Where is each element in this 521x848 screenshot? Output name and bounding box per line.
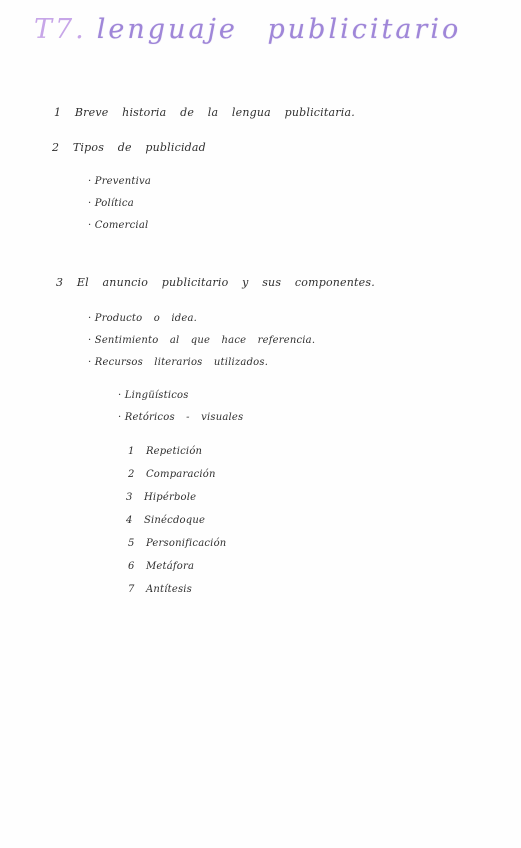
figure-1: 1 Repetición	[128, 446, 203, 457]
component-product: · Producto o idea.	[88, 313, 197, 324]
outline-item-3: 3 El anuncio publicitario y sus componentes.	[56, 276, 375, 289]
type-preventive: · Preventiva	[88, 176, 151, 187]
type-commercial: · Comercial	[88, 220, 148, 231]
component-feeling: · Sentimiento al que hace referencia.	[88, 335, 315, 346]
type-political: · Política	[88, 198, 134, 209]
outline-item-1: 1 Breve historia de la lengua publicitaria.	[54, 106, 355, 119]
resource-linguistic: · Lingüísticos	[118, 390, 189, 401]
figure-5: 5 Personificación	[128, 538, 227, 549]
figure-6: 6 Metáfora	[128, 561, 195, 572]
page-title	[34, 14, 461, 45]
outline-item-2: 2 Tipos de publicidad	[52, 141, 206, 154]
resource-rhetorical-visual: · Retóricos - visuales	[118, 412, 243, 423]
topic-number: T7.	[34, 14, 87, 45]
component-resources: · Recursos literarios utilizados.	[88, 357, 268, 368]
figure-3: 3 Hipérbole	[126, 492, 197, 503]
topic-name: lenguaje publicitario	[96, 14, 462, 45]
figure-2: 2 Comparación	[128, 469, 216, 480]
figure-4: 4 Sinécdoque	[126, 515, 206, 526]
figure-7: 7 Antítesis	[128, 584, 193, 595]
